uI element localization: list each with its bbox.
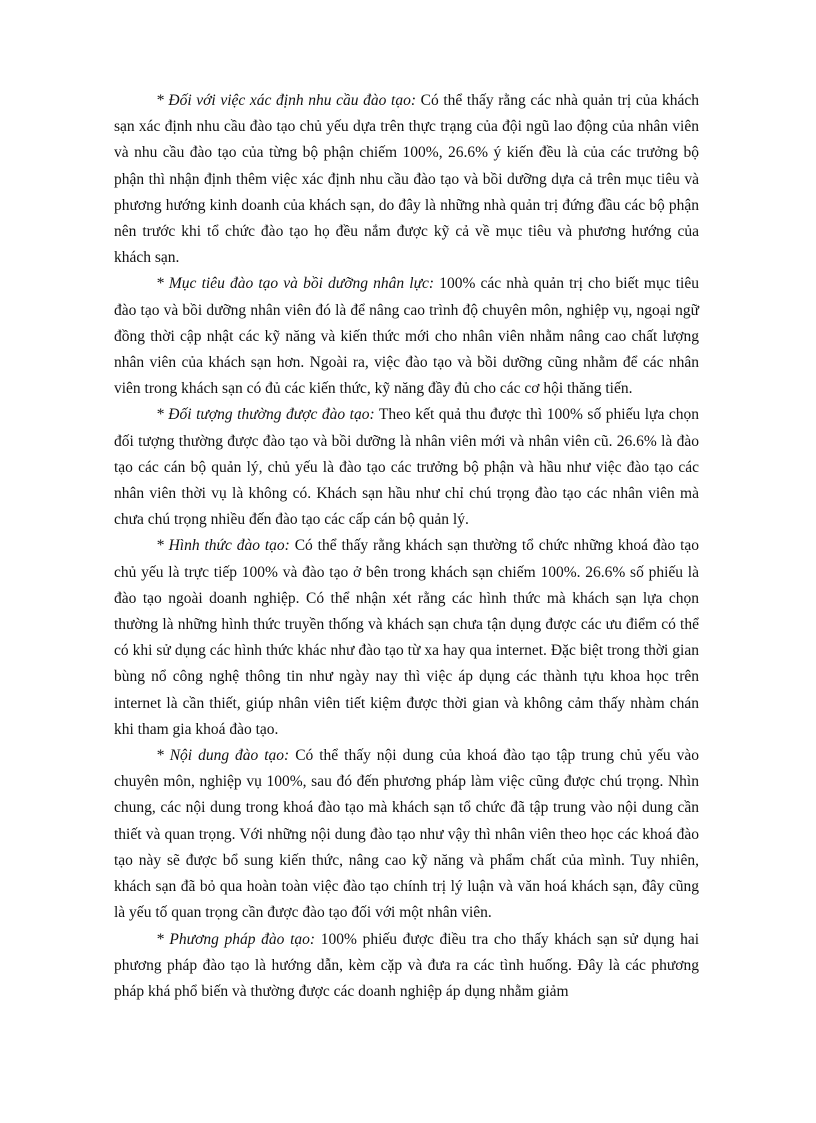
paragraph-heading: * Mục tiêu đào tạo và bồi dưỡng nhân lực: bbox=[156, 275, 435, 293]
paragraph-body: Có thể thấy rằng khách sạn thường tổ chức những khoá đào tạo chủ yếu là trực tiếp 100% và đào tạo ở bên trong khách sạn chiếm 100%. 26.6% số phiếu là đào tạo ngoài doanh nghiệp. Có thể nhận xét rằng các hình thức mà khách sạn lựa chọn thường là những hình thức truyền thống và khách sạn chưa tận dụng được các ưu điểm có thể có khi sử dụng các hình thức khác như đào tạo từ xa hay qua internet. Đặc biệt trong thời gian bùng nổ công nghệ thông tin như ngày nay thì việc áp dụng các thành tựu khoa học trên internet là cần thiết, giúp nhân viên tiết kiệm được thời gian và không cảm thấy nhàm chán khi tham gia khoá đào tạo. bbox=[114, 537, 700, 738]
paragraph-training-needs bbox=[114, 88, 699, 271]
paragraph-training-forms bbox=[114, 533, 699, 743]
paragraph-heading: * Hình thức đào tạo: bbox=[156, 537, 290, 555]
paragraph-body: 100% các nhà quản trị cho biết mục tiêu đào tạo và bồi dưỡng nhân viên đó là để nâng cao trình độ chuyên môn, nghiệp vụ, ngoại ngữ đồng thời cập nhật các kỹ năng và kiến thức mới cho nhân viên nhằm nâng cao chất lượng nhân viên của khách sạn hơn. Ngoài ra, việc đào tạo và bồi dưỡng cũng nhằm để các nhân viên trong khách sạn có đủ các kiến thức, kỹ năng đầy đủ cho các cơ hội thăng tiến. bbox=[114, 275, 699, 398]
paragraph-heading: * Đối với việc xác định nhu cầu đào tạo: bbox=[156, 92, 416, 109]
paragraph-training-methods bbox=[114, 927, 699, 1006]
paragraph-body: Có thể thấy nội dung của khoá đào tạo tập trung chủ yếu vào chuyên môn, nghiệp vụ 100%, sau đó đến phương pháp làm việc cũng được chú trọng. Nhìn chung, các nội dung trong khoá đào tạo mà khách sạn tổ chức đã tập trung vào nội dung cần thiết và quan trọng. Với những nội dung đào tạo như vậy thì nhân viên theo học các khoá đào tạo này sẽ được bổ sung kiến thức, nâng cao kỹ năng và phẩm chất của mình. Tuy nhiên, khách sạn đã bỏ qua hoàn toàn việc đào tạo chính trị lý luận và văn hoá khách sạn, đây cũng là yếu tố quan trọng cần được đào tạo đối với một nhân viên. bbox=[114, 747, 700, 922]
paragraph-body: Theo kết quả thu được thì 100% số phiếu lựa chọn đối tượng thường được đào tạo và bồi dưỡng là nhân viên mới và nhân viên cũ. 26.6% là đào tạo các cán bộ quản lý, chủ yếu là đào tạo các trưởng bộ phận và hầu như việc đào tạo các nhân viên thời vụ là không có. Khách sạn hầu như chỉ chú trọng đào tạo các nhân viên mà chưa chú trọng nhiều đến đào tạo các cấp cán bộ quản lý. bbox=[114, 406, 699, 529]
paragraph-training-objectives bbox=[114, 271, 699, 402]
paragraph-heading: * Đối tượng thường được đào tạo: bbox=[156, 406, 375, 424]
paragraph-training-targets bbox=[114, 402, 699, 533]
paragraph-heading: * Phương pháp đào tạo: bbox=[156, 930, 316, 948]
paragraph-training-content bbox=[114, 743, 699, 926]
paragraph-heading: * Nội dung đào tạo: bbox=[156, 747, 290, 765]
paragraph-body: Có thể thấy rằng các nhà quản trị của khách sạn xác định nhu cầu đào tạo chủ yếu dựa trên thực trạng của đội ngũ lao động của nhân viên và nhu cầu đào tạo của từng bộ phận chiếm 100%, 26.6% ý kiến đều là của các trưởng bộ phận thì nhận định thêm việc xác định nhu cầu đào tạo và bồi dưỡng dựa cả trên mục tiêu và phương hướng kinh doanh của khách sạn, do đây là những nhà quản trị đứng đầu các bộ phận nên trước khi tổ chức đào tạo họ đều nắm được kỹ cả về mục tiêu và phương hướng của khách sạn. bbox=[114, 92, 699, 267]
paragraph-body: 100% phiếu được điều tra cho thấy khách sạn sử dụng hai phương pháp đào tạo là hướng dẫn, kèm cặp và đưa ra các tình huống. Đây là các phương pháp khá phổ biến và thường được các doanh nghiệp áp dụng nhằm giảm bbox=[114, 930, 699, 1000]
document-page bbox=[114, 88, 699, 1005]
